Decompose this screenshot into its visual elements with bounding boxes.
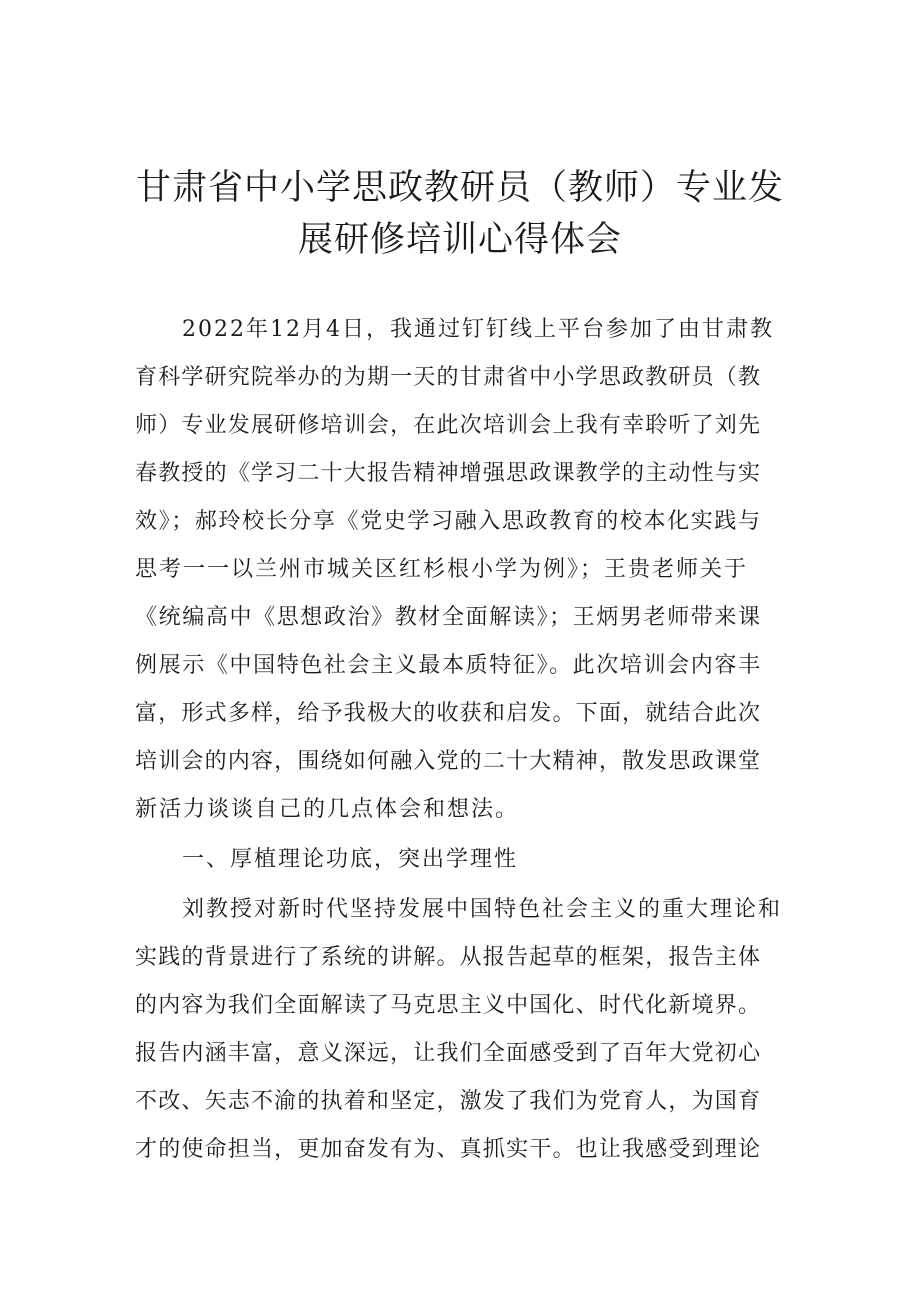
body-line: 育科学研究院举办的为期一天的甘肃省中小学思政教研员（教	[135, 365, 760, 390]
body-line: 2022年12月4日，我通过钉钉线上平台参加了由甘肃教	[182, 317, 774, 342]
body-line: 富，形式多样，给予我极大的收获和启发。下面，就结合此次	[135, 701, 760, 726]
body-line: 的内容为我们全面解读了马克思主义中国化、时代化新境界。	[135, 993, 760, 1018]
body-line: 思考一一以兰州市城关区红杉根小学为例》；王贵老师关于	[135, 557, 749, 582]
document-title-line-1: 甘肃省中小学思政教研员（教师）专业发	[135, 168, 784, 208]
body-line: 实践的背景进行了系统的讲解。从报告起草的框架，报告主体	[135, 945, 760, 970]
section-heading: 一、厚植理论功底，突出学理性	[182, 847, 519, 872]
document-title-line-2: 展研修培训心得体会	[297, 220, 622, 260]
body-line: 不改、矢志不渝的执着和坚定，激发了我们为党育人，为国育	[135, 1089, 760, 1114]
body-line: 例展示《中国特色社会主义最本质特征》。此次培训会内容丰	[135, 653, 760, 678]
body-line: 师）专业发展研修培训会，在此次培训会上我有幸聆听了刘先	[135, 413, 760, 438]
body-line: 报告内涵丰富，意义深远，让我们全面感受到了百年大党初心	[135, 1041, 760, 1066]
body-line: 培训会的内容，围绕如何融入党的二十大精神，散发思政课堂	[135, 749, 760, 774]
body-line: 新活力谈谈自己的几点体会和想法。	[135, 797, 520, 822]
body-line: 才的使命担当，更加奋发有为、真抓实干。也让我感受到理论	[135, 1137, 760, 1162]
body-line: 刘教授对新时代坚持发展中国特色社会主义的重大理论和	[182, 897, 783, 922]
body-line: 春教授的《学习二十大报告精神增强思政课教学的主动性与实	[135, 461, 760, 486]
body-line: 效》；郝玲校长分享《党史学习融入思政教育的校本化实践与	[135, 509, 760, 534]
body-line: 《统编高中《思想政治》教材全面解读》；王炳男老师带来课	[135, 605, 760, 630]
